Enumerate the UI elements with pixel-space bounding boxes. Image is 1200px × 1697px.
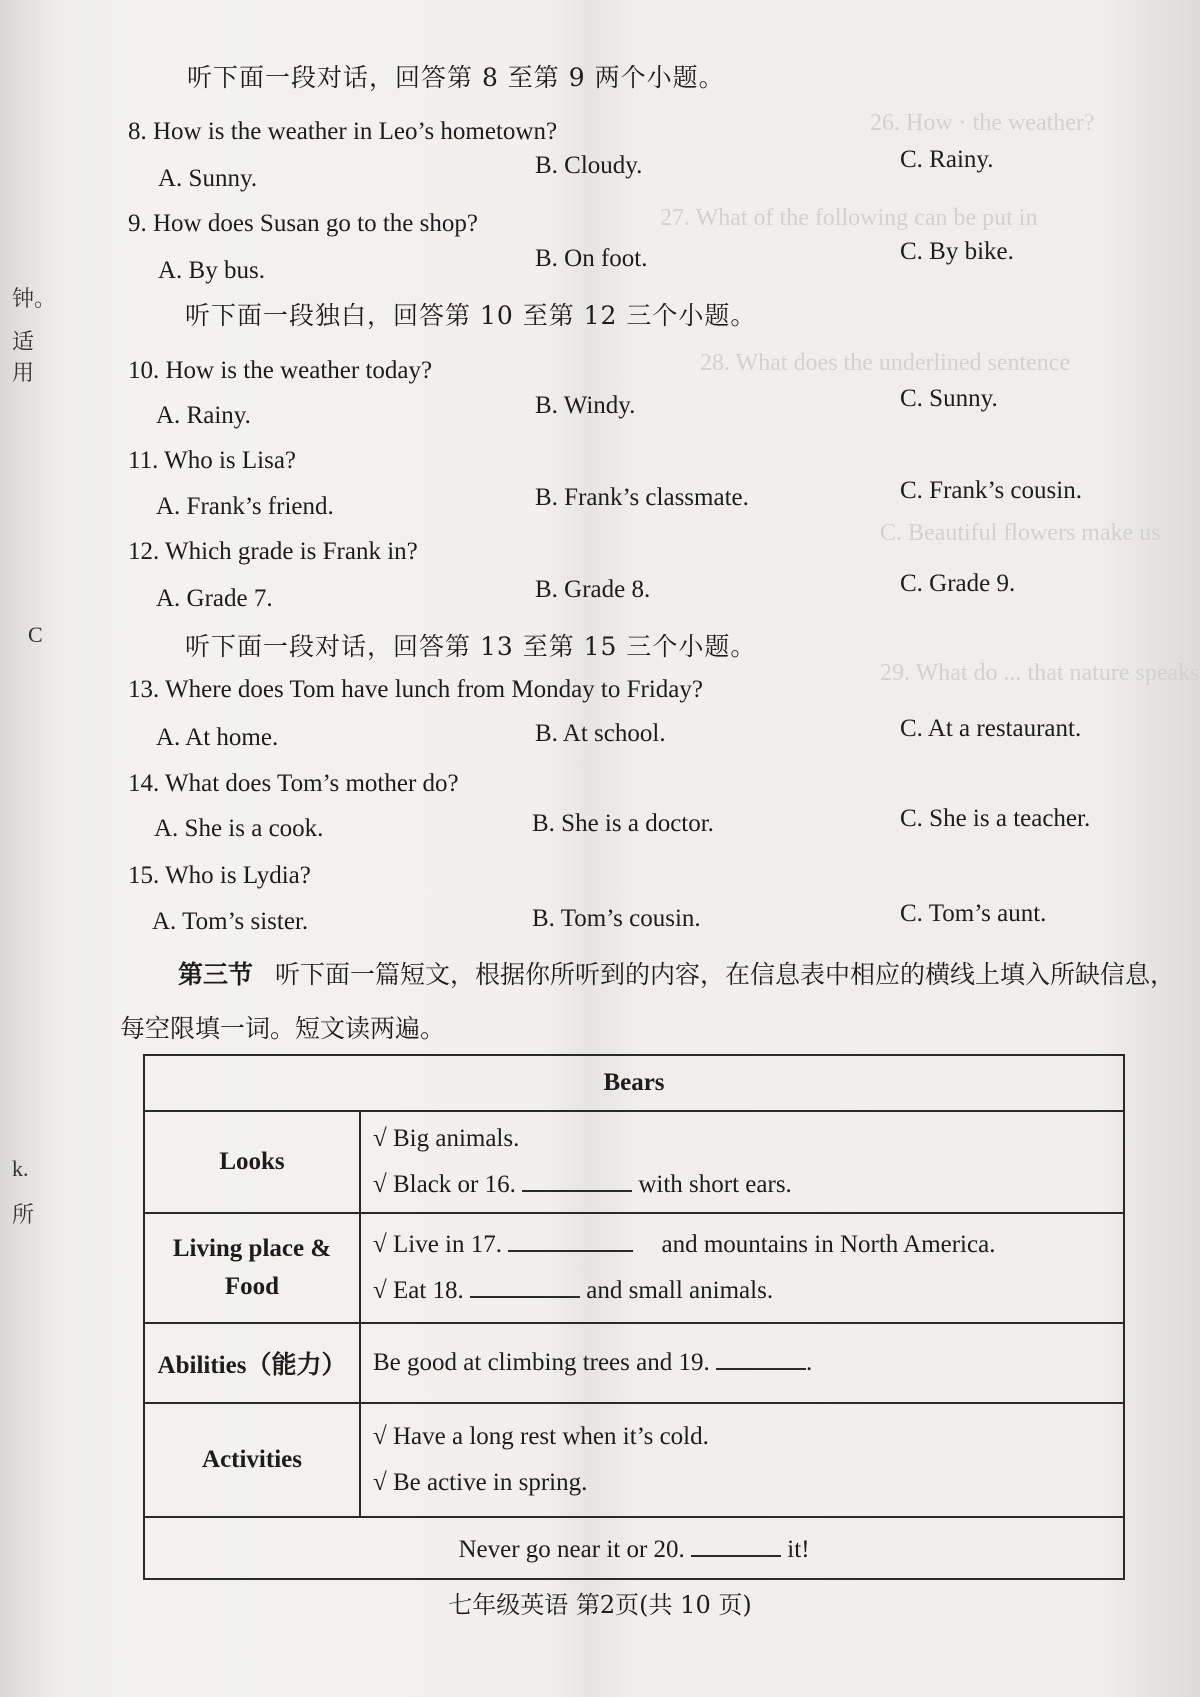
info-table <box>143 1054 1125 1580</box>
abilities-prefix: Be good at climbing trees and 19. <box>373 1349 710 1376</box>
margin-text: k. <box>12 1156 29 1181</box>
bottom-prefix: Never go near it or 20. <box>458 1535 685 1563</box>
living-line-2-suffix: and small animals. <box>586 1277 774 1304</box>
row-label-living <box>144 1213 360 1323</box>
q15-option-a: A. Tom’s sister. <box>152 908 309 935</box>
bleed-through-text: 29. What do ... that nature speaks <box>880 660 1200 686</box>
q8-option-b: B. Cloudy. <box>535 152 643 179</box>
section3-label: 第三节 <box>178 960 254 989</box>
q13-option-c: C. At a restaurant. <box>900 715 1082 742</box>
q10-option-a: A. Rainy. <box>156 402 251 429</box>
question-10: 10. How is the weather today? <box>128 357 433 384</box>
q14-option-a: A. She is a cook. <box>154 815 324 842</box>
looks-line-2 <box>373 1162 1111 1208</box>
q12-option-a: A. Grade 7. <box>156 585 273 612</box>
looks-line-2-suffix: with short ears. <box>638 1171 792 1198</box>
row-label-abilities: Abilities（能力） <box>144 1323 360 1403</box>
q10-option-b: B. Windy. <box>535 392 636 419</box>
q9-option-a: A. By bus. <box>158 257 265 284</box>
q14-option-b: B. She is a doctor. <box>532 810 714 837</box>
section-instruction: 听下面一段对话，回答第 13 至第 15 三个小题。 <box>185 632 757 661</box>
looks-line-1: √ Big animals. <box>373 1125 520 1152</box>
margin-text: C <box>28 622 43 647</box>
q11-option-b: B. Frank’s classmate. <box>535 484 749 511</box>
q9-option-b: B. On foot. <box>535 245 648 272</box>
bleed-through-text: 26. How · the weather? <box>870 110 1095 136</box>
blank-20[interactable] <box>691 1533 781 1557</box>
question-11: 11. Who is Lisa? <box>128 447 297 474</box>
q14-option-c: C. She is a teacher. <box>900 805 1091 832</box>
section-instruction: 听下面一段独白，回答第 10 至第 12 三个小题。 <box>185 301 757 330</box>
section3-text: 听下面一篇短文，根据你所听到的内容，在信息表中相应的横线上填入所缺信息，每空限填一词。短文读两遍。 <box>120 960 1176 1043</box>
abilities-cell <box>360 1323 1124 1403</box>
question-12: 12. Which grade is Frank in? <box>128 538 418 565</box>
living-label-line-2: Food <box>224 1273 280 1300</box>
question-15: 15. Who is Lydia? <box>128 862 311 889</box>
q13-option-b: B. At school. <box>535 720 666 747</box>
q8-option-a: A. Sunny. <box>158 165 258 192</box>
q8-option-c: C. Rainy. <box>900 146 994 173</box>
row-label-activities: Activities <box>144 1403 360 1517</box>
q12-option-b: B. Grade 8. <box>535 576 651 603</box>
bleed-through-text: C. Beautiful flowers make us <box>880 520 1161 546</box>
page-footer: 七年级英语 第2页(共 10 页) <box>448 1591 752 1619</box>
margin-text: 钟。 <box>12 286 57 311</box>
blank-16[interactable] <box>522 1168 632 1192</box>
bottom-suffix: it! <box>787 1535 810 1563</box>
question-14: 14. What does Tom’s mother do? <box>128 770 459 797</box>
looks-line-2-prefix: √ Black or 16. <box>373 1171 516 1198</box>
abilities-suffix: . <box>805 1349 813 1376</box>
blank-18[interactable] <box>470 1274 580 1298</box>
q11-option-c: C. Frank’s cousin. <box>900 477 1082 504</box>
living-line-2-prefix: √ Eat 18. <box>373 1277 464 1304</box>
living-line-2 <box>373 1268 1111 1314</box>
living-label-line-1: Living place & <box>172 1235 332 1262</box>
living-line-1 <box>373 1222 1111 1268</box>
question-13: 13. Where does Tom have lunch from Monday to Friday? <box>128 676 703 703</box>
living-line-1-suffix: and mountains in North America. <box>661 1231 996 1258</box>
abilities-line <box>373 1340 1111 1386</box>
section3-instruction <box>120 948 1180 1056</box>
blank-19[interactable] <box>716 1346 806 1370</box>
q9-option-c: C. By bike. <box>900 238 1014 265</box>
margin-text: 适用 <box>12 329 35 385</box>
bottom-row <box>144 1517 1124 1579</box>
q10-option-c: C. Sunny. <box>900 385 998 412</box>
looks-cell <box>360 1111 1124 1213</box>
bleed-through-text: 27. What of the following can be put in <box>660 205 1038 231</box>
blank-17[interactable] <box>508 1228 633 1252</box>
section-instruction: 听下面一段对话，回答第 8 至第 9 两个小题。 <box>187 63 725 92</box>
living-line-1-prefix: √ Live in 17. <box>373 1231 502 1258</box>
bleed-through-text: 28. What does the underlined sentence <box>700 350 1071 376</box>
q15-option-b: B. Tom’s cousin. <box>532 905 701 932</box>
margin-text: 所 <box>12 1202 35 1227</box>
living-cell <box>360 1213 1124 1323</box>
activities-cell <box>360 1403 1124 1517</box>
activities-line-1: √ Have a long rest when it’s cold. <box>373 1423 709 1450</box>
q12-option-c: C. Grade 9. <box>900 570 1016 597</box>
q11-option-a: A. Frank’s friend. <box>156 493 334 520</box>
activities-line-2: √ Be active in spring. <box>373 1469 588 1496</box>
question-9: 9. How does Susan go to the shop? <box>128 210 478 237</box>
row-label-looks: Looks <box>144 1111 360 1213</box>
question-8: 8. How is the weather in Leo’s hometown? <box>128 118 558 145</box>
q15-option-c: C. Tom’s aunt. <box>900 900 1047 927</box>
table-title: Bears <box>144 1055 1124 1111</box>
q13-option-a: A. At home. <box>156 724 279 751</box>
